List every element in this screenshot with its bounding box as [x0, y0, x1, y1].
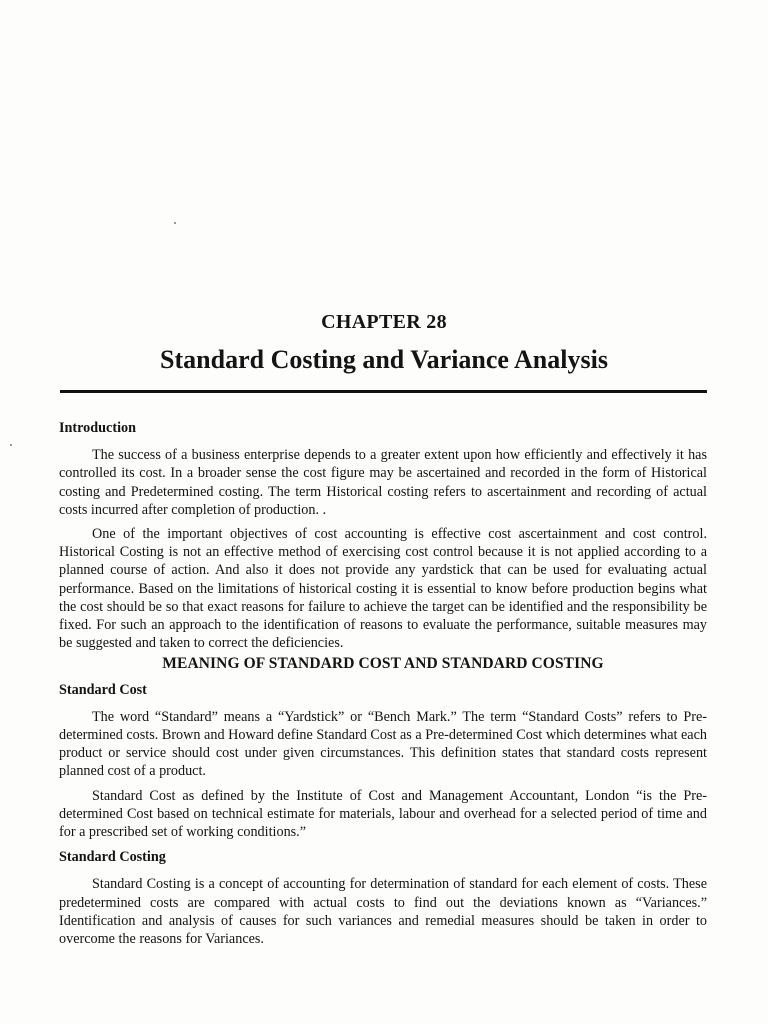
scan-speck	[174, 222, 176, 224]
paragraph: The word “Standard” means a “Yardstick” or “Bench Mark.” The term “Standard Costs” refers to Pre-determined costs. Brown and Howard define Standard Cost as a Pre-determined Cost which determines what each product or service should cost under given circumstances. This definition states that standard costs represent planned cost of a product.	[59, 708, 707, 780]
paragraph: One of the important objectives of cost accounting is effective cost ascertainment and cost control. Historical Costing is not an effective method of exercising cost control because it is not applied according to a planned course of action. And also it does not provide any yardstick that can be used for evaluating actual performance. Based on the limitations of historical costing it is essential to know before production begins what the cost should be so that exact reasons for failure to achieve the target can be identified and the responsibility be fixed. For such an approach to the identification of reasons to evaluate the performance, suitable measures may be suggested and taken to correct the deficiencies.	[59, 526, 707, 652]
paragraph: Standard Costing is a concept of accounting for determination of standard for each element of costs. These predetermined costs are compared with actual costs to find out the deviations known as “Variances.” Identification and analysis of causes for such variances and remedial measures should be taken in order to overcome the reasons for Variances.	[59, 876, 707, 948]
section-heading-standard-cost: Standard Cost	[59, 681, 147, 698]
chapter-title: Standard Costing and Variance Analysis	[160, 345, 608, 374]
chapter-number: CHAPTER 28	[321, 311, 447, 333]
paragraph: Standard Cost as defined by the Institute of Cost and Management Accountant, London “is the Pre-determined Cost based on technical estimate for materials, labour and overhead for a selected period of time and for a prescribed set of working conditions.”	[59, 787, 707, 841]
title-divider	[60, 390, 707, 393]
section-heading-standard-costing: Standard Costing	[59, 849, 166, 866]
section-heading-meaning: MEANING OF STANDARD COST AND STANDARD COSTING	[162, 655, 604, 673]
scan-speck	[10, 444, 12, 446]
section-heading-introduction: Introduction	[59, 420, 136, 436]
chapter-body	[59, 419, 707, 948]
paragraph: The success of a business enterprise depends to a greater extent upon how efficiently and effectively it has controlled its cost. In a broader sense the cost figure may be ascertained and recorded in the form of Historical costing and Predetermined costing. The term Historical costing refers to ascertainment and recording of actual costs incurred after completion of production. .	[59, 447, 707, 518]
